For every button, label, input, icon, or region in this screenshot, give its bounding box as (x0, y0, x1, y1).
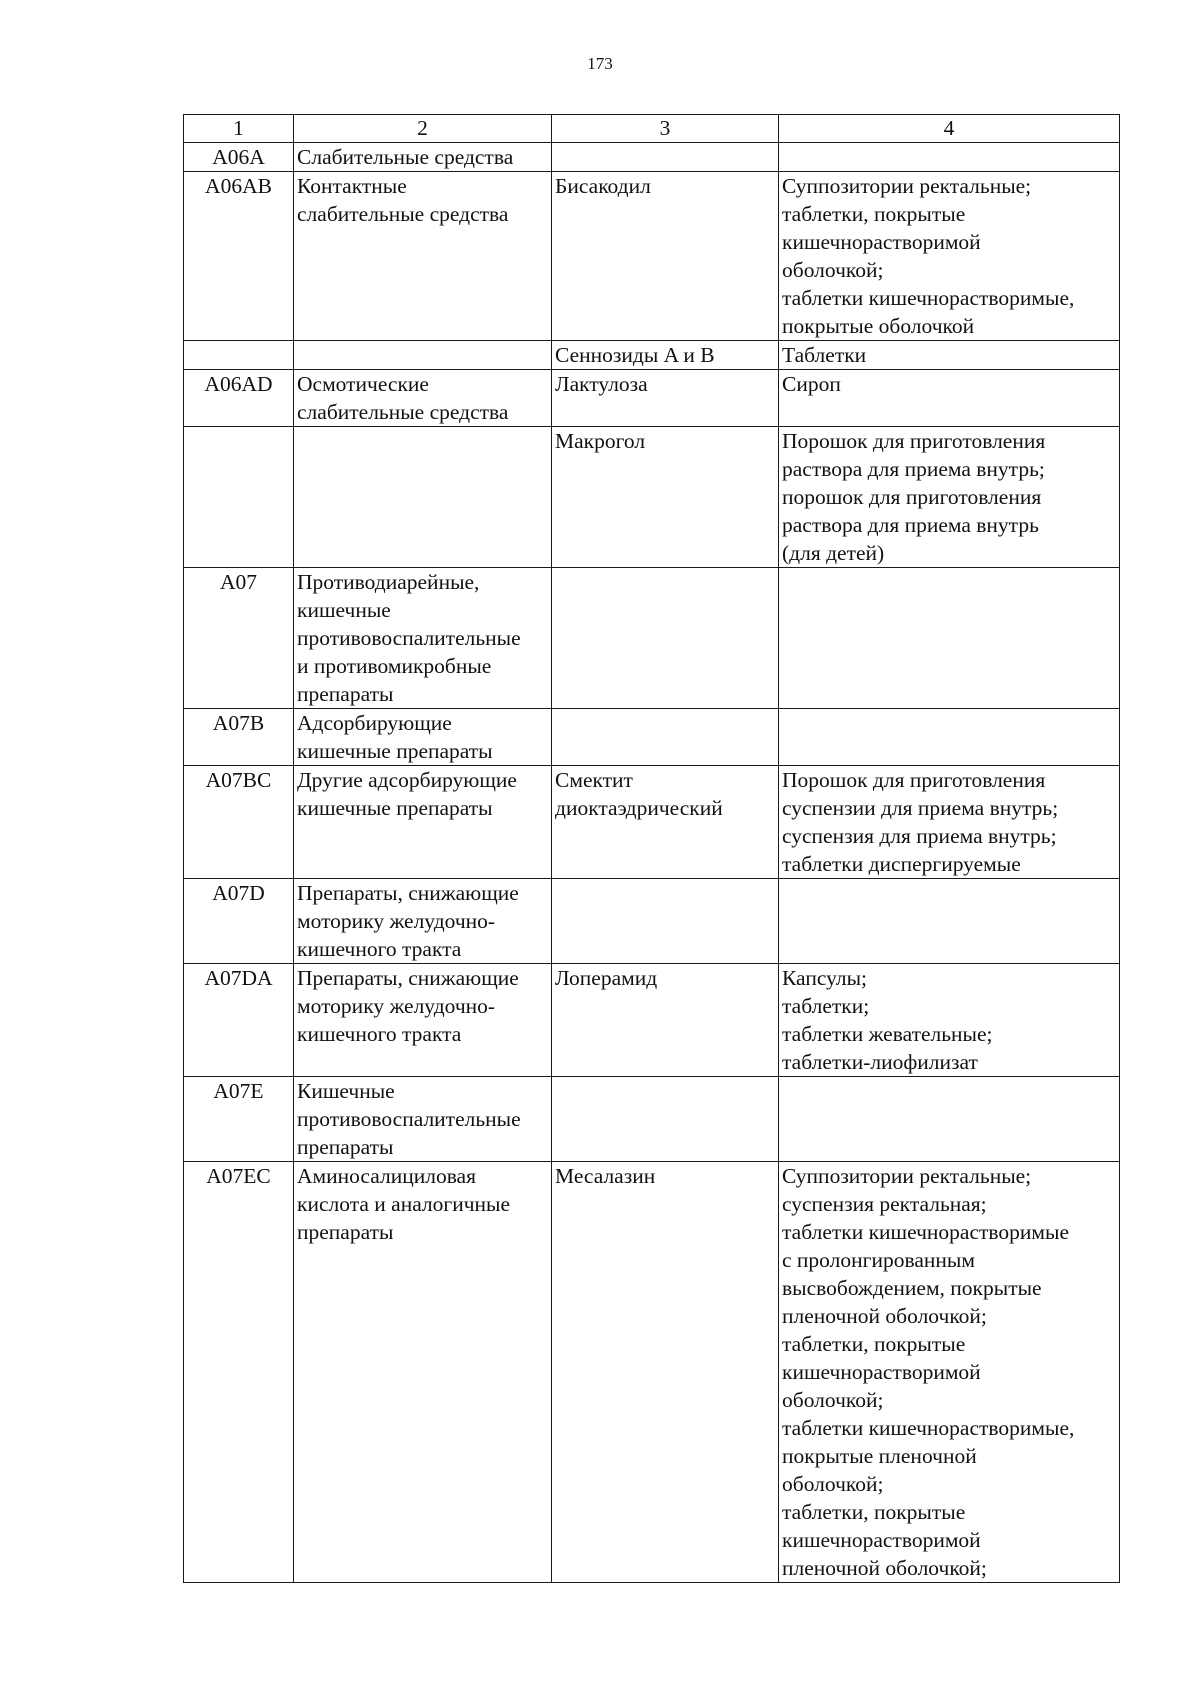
group-name-cell: Аминосалициловая кислота и аналогичные препараты (294, 1162, 552, 1583)
group-name-cell: Контактные слабительные средства (294, 172, 552, 341)
dosage-forms-cell: Порошок для приготовления раствора для приема внутрь; порошок для приготовления раствора для приема внутрь (для детей) (779, 427, 1120, 568)
group-name-cell: Кишечные противовоспалительные препараты (294, 1077, 552, 1162)
atc-code-cell: A07DA (184, 964, 294, 1077)
drug-name-cell (552, 879, 779, 964)
drug-name-cell (552, 568, 779, 709)
drug-name-cell: Макрогол (552, 427, 779, 568)
group-name-cell: Противодиарейные, кишечные противовоспалительные и противомикробные препараты (294, 568, 552, 709)
drug-name-cell: Смектит диоктаэдрический (552, 766, 779, 879)
table-row (184, 1162, 1120, 1583)
dosage-forms-cell (779, 709, 1120, 766)
drug-name-cell: Лактулоза (552, 370, 779, 427)
group-name-cell: Препараты, снижающие моторику желудочно- кишечного тракта (294, 964, 552, 1077)
atc-code-cell: A07 (184, 568, 294, 709)
group-name-cell: Препараты, снижающие моторику желудочно- кишечного тракта (294, 879, 552, 964)
table-row (184, 341, 1120, 370)
table-row (184, 172, 1120, 341)
atc-code-cell: A07EC (184, 1162, 294, 1583)
group-name-cell: Слабительные средства (294, 143, 552, 172)
dosage-forms-cell (779, 879, 1120, 964)
drug-name-cell: Бисакодил (552, 172, 779, 341)
atc-code-cell: A07BC (184, 766, 294, 879)
dosage-forms-cell (779, 143, 1120, 172)
table-row (184, 709, 1120, 766)
drug-name-cell (552, 709, 779, 766)
atc-code-cell: A06AD (184, 370, 294, 427)
header-col-1: 1 (184, 115, 294, 143)
page-number: 173 (587, 54, 613, 73)
drug-name-cell: Месалазин (552, 1162, 779, 1583)
atc-code-cell: A06A (184, 143, 294, 172)
atc-code-cell (184, 427, 294, 568)
atc-code-cell (184, 341, 294, 370)
table-row (184, 879, 1120, 964)
dosage-forms-cell (779, 568, 1120, 709)
header-col-2: 2 (294, 115, 552, 143)
atc-code-cell: A07D (184, 879, 294, 964)
table-row (184, 370, 1120, 427)
atc-code-cell: A07E (184, 1077, 294, 1162)
dosage-forms-cell: Капсулы; таблетки; таблетки жевательные; таблетки-лиофилизат (779, 964, 1120, 1077)
drug-name-cell: Лоперамид (552, 964, 779, 1077)
drug-table (183, 114, 1120, 1583)
atc-code-cell: A06AB (184, 172, 294, 341)
dosage-forms-cell (779, 1077, 1120, 1162)
group-name-cell (294, 427, 552, 568)
table-row (184, 568, 1120, 709)
table-row (184, 143, 1120, 172)
dosage-forms-cell: Сироп (779, 370, 1120, 427)
group-name-cell: Другие адсорбирующие кишечные препараты (294, 766, 552, 879)
header-col-3: 3 (552, 115, 779, 143)
dosage-forms-cell: Таблетки (779, 341, 1120, 370)
table-row (184, 964, 1120, 1077)
table-header-row (184, 115, 1120, 143)
drug-name-cell (552, 143, 779, 172)
drug-name-cell: Сеннозиды A и B (552, 341, 779, 370)
table-row (184, 427, 1120, 568)
atc-code-cell: A07B (184, 709, 294, 766)
group-name-cell (294, 341, 552, 370)
dosage-forms-cell: Порошок для приготовления суспензии для приема внутрь; суспензия для приема внутрь; таблетки диспергируемые (779, 766, 1120, 879)
header-col-4: 4 (779, 115, 1120, 143)
table-row (184, 766, 1120, 879)
dosage-forms-cell: Суппозитории ректальные; таблетки, покрытые кишечнорастворимой оболочкой; таблетки кишечнорастворимые, покрытые оболочкой (779, 172, 1120, 341)
table-row (184, 1077, 1120, 1162)
drug-name-cell (552, 1077, 779, 1162)
group-name-cell: Адсорбирующие кишечные препараты (294, 709, 552, 766)
group-name-cell: Осмотические слабительные средства (294, 370, 552, 427)
dosage-forms-cell: Суппозитории ректальные; суспензия ректальная; таблетки кишечнорастворимые с пролонгированным высвобождением, покрытые пленочной оболочкой; таблетки, покрытые кишечнорастворимой оболочкой; таблетки кишечнорастворимые, покрытые пленочной оболочкой; таблетки, покрытые кишечнорастворимой пленочной оболочкой; (779, 1162, 1120, 1583)
